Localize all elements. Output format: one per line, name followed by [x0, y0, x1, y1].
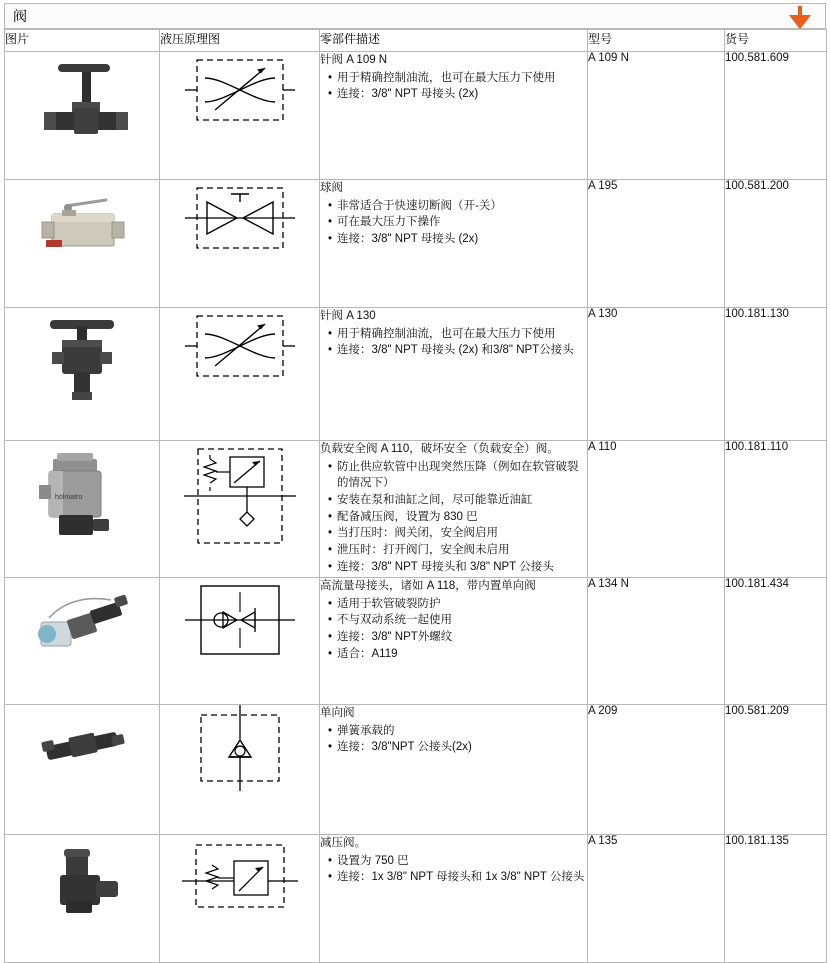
list-item: • 连接：3/8" NPT 母接头和 3/8" NPT 公接头: [330, 559, 587, 576]
list-item: • 连接：3/8" NPT 母接头 (2x): [330, 231, 587, 248]
description-cell: [320, 180, 588, 308]
check-valve-symbol: [185, 705, 295, 791]
product-image-cell: [5, 441, 160, 578]
section-header: [4, 3, 826, 29]
ball-valve-a195-photo: [22, 180, 142, 270]
hydraulic-symbol-cell: [160, 180, 320, 308]
description-cell: [320, 578, 588, 705]
list-item: • 安装在泵和油缸之间，尽可能靠近油缸: [330, 492, 587, 509]
description-bullets: [320, 70, 587, 103]
list-item: • 用于精确控制油流，也可在最大压力下使用: [330, 70, 587, 87]
product-image-cell: [5, 180, 160, 308]
flow-fitting-a134n-photo: [19, 578, 145, 674]
description-bullets: [320, 596, 587, 663]
model-cell: A 109 N: [588, 52, 725, 180]
table-row: [5, 308, 827, 441]
article-cell: 100.581.200: [725, 180, 827, 308]
hydraulic-symbol-cell: [160, 705, 320, 835]
description-cell: [320, 308, 588, 441]
svg-text:holmatro: holmatro: [55, 494, 83, 501]
page-title: 阀: [13, 8, 28, 24]
list-item: • 不与双动系统一起使用: [330, 612, 587, 629]
pressure-reducing-valve-symbol: [182, 835, 298, 917]
column-header-image: 图片: [5, 30, 160, 52]
article-cell: 100.181.434: [725, 578, 827, 705]
product-image-cell: [5, 835, 160, 963]
list-item: • 连接：1x 3/8" NPT 母接头和 1x 3/8" NPT 公接头: [330, 869, 587, 886]
description-bullets: [320, 723, 587, 756]
needle-valve-symbol: [185, 52, 295, 128]
product-image-cell: [5, 52, 160, 180]
description-cell: [320, 52, 588, 180]
description-title: 负载安全阀 A 110，破坏安全（负载安全）阀。: [320, 443, 559, 455]
list-item: • 防止供应软管中出现突然压降（例如在软管破裂的情况下）: [330, 459, 587, 492]
table-row: [5, 835, 827, 963]
list-item: • 泄压时：打开阀门，安全阀未启用: [330, 542, 587, 559]
table-row: [5, 578, 827, 705]
list-item: • 当打压时：阀关闭，安全阀启用: [330, 525, 587, 542]
list-item: • 连接：3/8" NPT 母接头 (2x): [330, 86, 587, 103]
needle-valve-a130-symbol: [185, 308, 295, 384]
column-header-model: 型号: [588, 30, 725, 52]
column-header-description: 零部件描述: [320, 30, 588, 52]
article-cell: 100.181.130: [725, 308, 827, 441]
pressure-reducing-valve-a135-photo: [22, 835, 142, 925]
article-cell: 100.181.135: [725, 835, 827, 963]
table-row: [5, 52, 827, 180]
model-cell: A 195: [588, 180, 725, 308]
down-arrow-icon[interactable]: [789, 4, 811, 30]
needle-valve-a109n-photo: [22, 52, 142, 142]
needle-valve-a130-photo: [22, 308, 142, 408]
description-title: 高流量母接头，诸如 A 118，带内置单向阀: [320, 580, 536, 592]
product-image-cell: [5, 705, 160, 835]
description-title: 单向阀: [320, 707, 355, 719]
description-bullets: [320, 459, 587, 576]
column-header-article: 货号: [725, 30, 827, 52]
table-row: [5, 180, 827, 308]
description-cell: [320, 835, 588, 963]
hydraulic-symbol-cell: [160, 835, 320, 963]
ball-valve-symbol: [185, 180, 295, 256]
description-bullets: [320, 326, 587, 359]
product-image-cell: [5, 308, 160, 441]
list-item: • 适合：A119: [330, 646, 587, 663]
description-title: 针阀 A 130: [320, 310, 376, 322]
description-title: 球阀: [320, 182, 343, 194]
description-bullets: [320, 198, 587, 248]
column-header-symbol: 液压原理图: [160, 30, 320, 52]
table-header-row: [5, 30, 827, 52]
list-item: • 适用于软管破裂防护: [330, 596, 587, 613]
model-cell: A 209: [588, 705, 725, 835]
list-item: • 弹簧承载的: [330, 723, 587, 740]
list-item: • 连接：3/8"NPT 公接头(2x): [330, 739, 587, 756]
article-cell: 100.581.209: [725, 705, 827, 835]
list-item: • 可在最大压力下操作: [330, 214, 587, 231]
check-valve-flow-symbol: [185, 578, 295, 662]
hydraulic-symbol-cell: [160, 308, 320, 441]
list-item: • 配备减压阀，设置为 830 巴: [330, 509, 587, 526]
product-image-cell: [5, 578, 160, 705]
list-item: • 连接：3/8" NPT 母接头 (2x) 和3/8" NPT公接头: [330, 342, 587, 359]
list-item: • 连接：3/8" NPT外螺纹: [330, 629, 587, 646]
table-row: [5, 441, 827, 578]
valves-table: [4, 29, 827, 963]
check-valve-a209-photo: [22, 705, 142, 785]
article-cell: 100.181.110: [725, 441, 827, 578]
table-row: [5, 705, 827, 835]
hydraulic-symbol-cell: [160, 52, 320, 180]
description-cell: [320, 705, 588, 835]
description-title: 减压阀。: [320, 837, 366, 849]
hydraulic-symbol-cell: [160, 578, 320, 705]
model-cell: A 130: [588, 308, 725, 441]
article-cell: 100.581.609: [725, 52, 827, 180]
model-cell: A 110: [588, 441, 725, 578]
list-item: • 设置为 750 巴: [330, 853, 587, 870]
description-title: 针阀 A 109 N: [320, 54, 388, 66]
model-cell: A 134 N: [588, 578, 725, 705]
description-bullets: [320, 853, 587, 886]
list-item: • 非常适合于快速切断阀（开-关）: [330, 198, 587, 215]
safety-valve-a110-photo: [19, 441, 145, 546]
list-item: • 用于精确控制油流，也可在最大压力下使用: [330, 326, 587, 343]
description-cell: [320, 441, 588, 578]
relief-valve-symbol: [184, 441, 296, 551]
model-cell: A 135: [588, 835, 725, 963]
hydraulic-symbol-cell: [160, 441, 320, 578]
